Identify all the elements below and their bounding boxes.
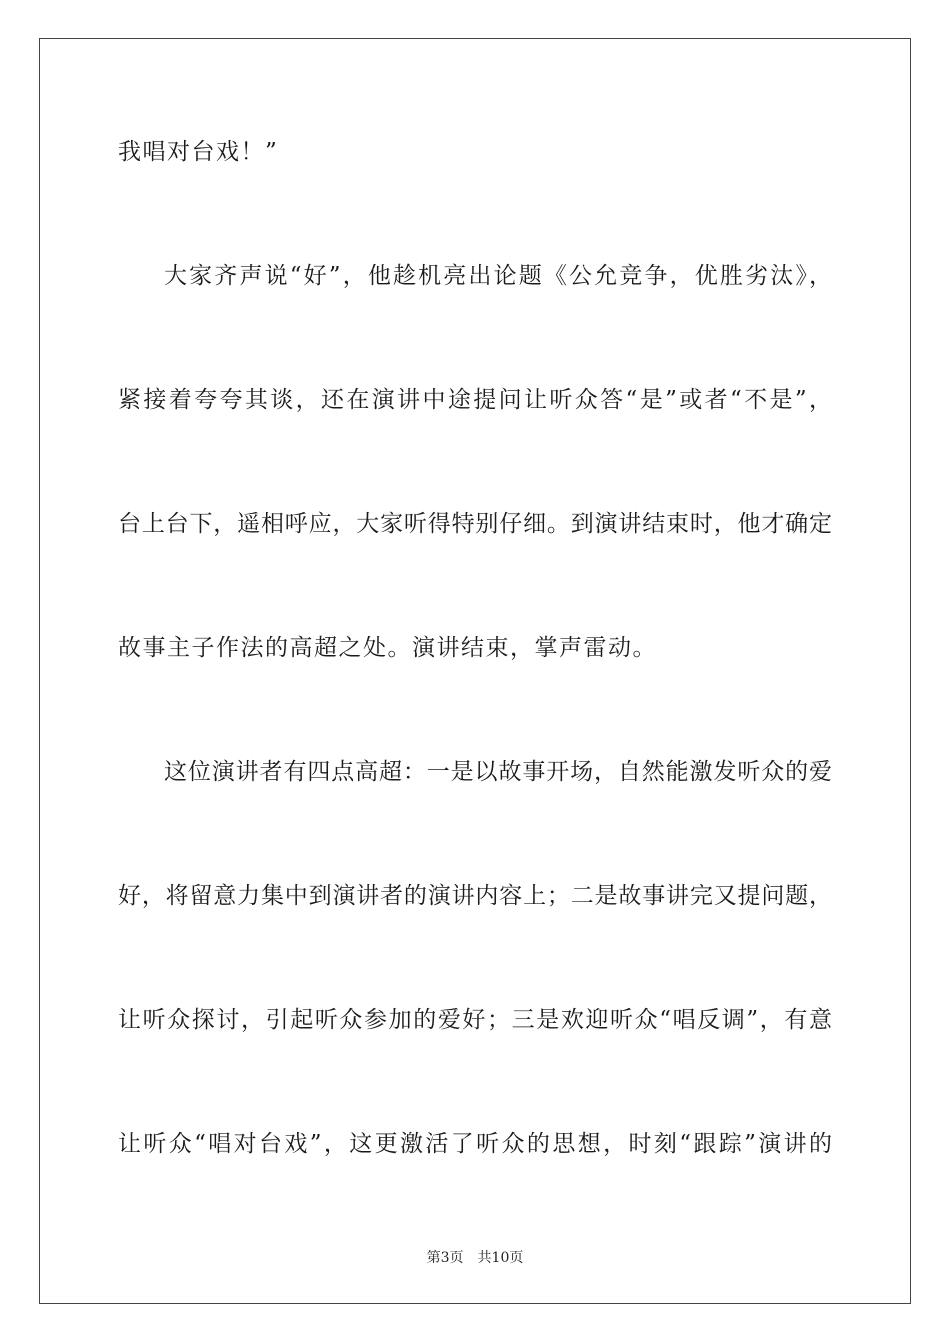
text-line-8: 让听众探讨，引起听众参加的爱好；三是欢迎听众“唱反调”，有意 bbox=[118, 1007, 832, 1033]
text-line-9: 让听众“唱对台戏”，这更激活了听众的思想，时刻“跟踪”演讲的 bbox=[118, 1131, 832, 1157]
text-line-7: 好，将留意力集中到演讲者的演讲内容上；二是故事讲完又提问题， bbox=[118, 883, 832, 909]
text-line-6: 这位演讲者有四点高超：一是以故事开场，自然能激发听众的爱 bbox=[164, 759, 832, 785]
text-line-3: 紧接着夸夸其谈，还在演讲中途提问让听众答“是”或者“不是”， bbox=[118, 387, 832, 413]
text-line-5: 故事主子作法的高超之处。演讲结束，掌声雷动。 bbox=[118, 635, 657, 661]
text-line-1: 我唱对台戏！” bbox=[118, 139, 279, 165]
page-number: 第3页 bbox=[426, 1250, 464, 1266]
page-footer bbox=[0, 1248, 950, 1268]
text-line-2: 大家齐声说“好”，他趁机亮出论题《公允竞争，优胜劣汰》， bbox=[164, 263, 832, 289]
page-border bbox=[39, 38, 911, 1304]
text-line-4: 台上台下，遥相呼应，大家听得特别仔细。到演讲结束时，他才确定 bbox=[118, 511, 832, 537]
page-total: 共10页 bbox=[477, 1250, 524, 1266]
